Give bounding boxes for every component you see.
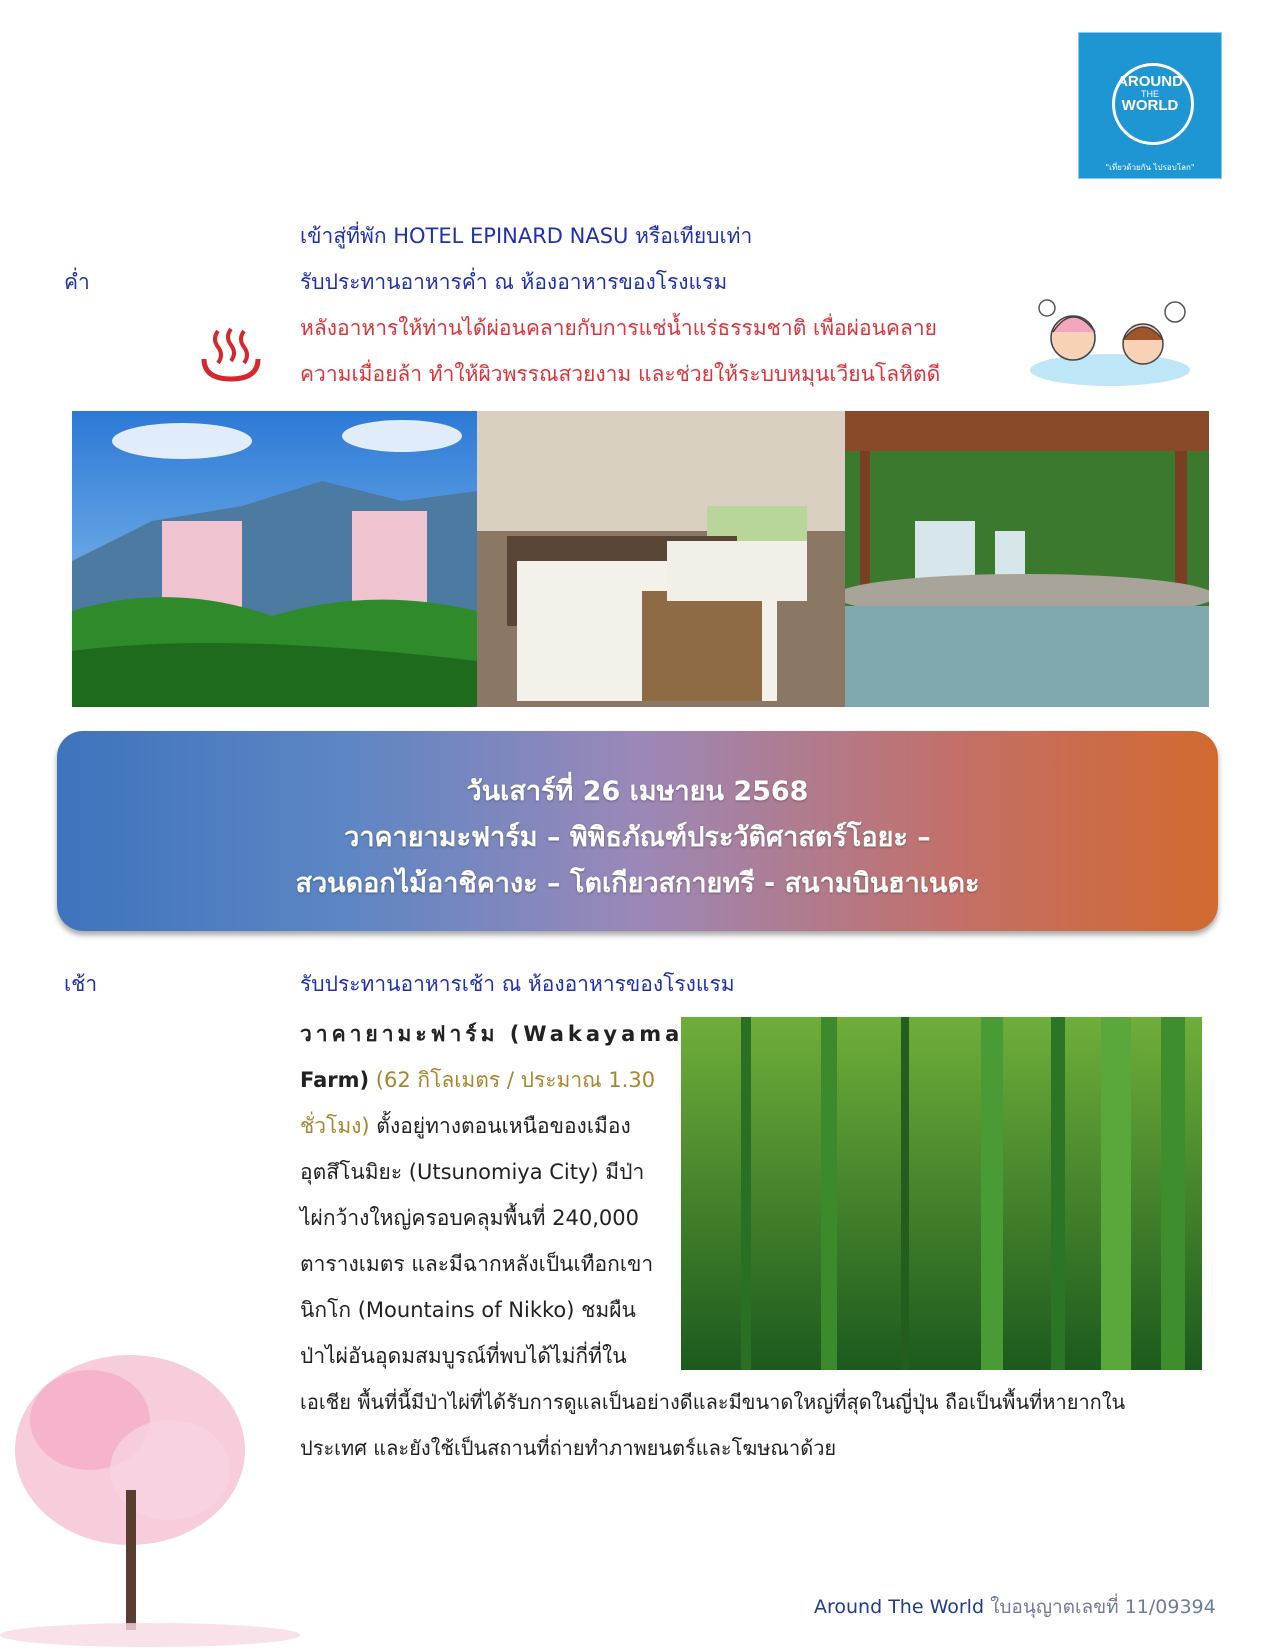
onsen-text-line1: หลังอาหารให้ท่านได้ผ่อนคลายกับการแช่น้ำแร่ธรรมชาติ เพื่อผ่อนคลาย <box>300 316 937 340</box>
wakayama-paragraph-cont <box>300 1379 1220 1471</box>
paragraph-line: เอเชีย พื้นที่นี้มีป่าไผ่ที่ได้รับการดูแลเป็นอย่างดีและมีขนาดใหญ่ที่สุดในญี่ปุ่น ถือเป็นพื้นที่หายากใน <box>300 1390 1126 1414</box>
paragraph-line: ประเทศ และยังใช้เป็นสถานที่ถ่ายทำภาพยนตร์และโฆษณาด้วย <box>300 1436 837 1460</box>
logo-text-world: WORLD <box>1121 97 1179 114</box>
footer-company: Around The World <box>814 1596 985 1618</box>
attraction-name: วาคายามะฟาร์ม (Wakayama <box>300 1022 684 1046</box>
day-banner <box>57 731 1218 931</box>
paragraph-line: ป่าไผ่อันอุดมสมบูรณ์ที่พบได้ไม่กี่ที่ใน <box>300 1344 627 1368</box>
cherry-blossom-tree-decoration <box>0 1340 300 1649</box>
duration-info: ชั่วโมง) <box>300 1114 370 1138</box>
logo-text-around: AROUND <box>1117 73 1183 90</box>
banner-route-line2: สวนดอกไม้อาชิคางะ – โตเกียวสกายทรี - สนามบินฮาเนดะ <box>295 868 980 899</box>
distance-info: (62 กิโลเมตร / ประมาณ 1.30 <box>369 1068 656 1092</box>
bamboo-forest-photo <box>681 1017 1202 1370</box>
attraction-name-cont: Farm) <box>300 1068 370 1092</box>
paragraph-line: นิกโก (Mountains of Nikko) ชมผืน <box>300 1298 636 1322</box>
hotel-exterior-photo <box>72 411 477 707</box>
dinner-text: รับประทานอาหารค่ำ ณ ห้องอาหารของโรงแรม <box>300 270 728 294</box>
dinner-meal-label: ค่ำ <box>64 270 90 294</box>
logo-text-the: THE <box>1141 89 1159 99</box>
onsen-text-line2: ความเมื่อยล้า ทำให้ผิวพรรณสวยงาม และช่วยให้ระบบหมุนเวียนโลหิตดี <box>300 362 941 386</box>
paragraph-line: ตั้งอยู่ทางตอนเหนือของเมือง <box>369 1114 631 1138</box>
company-logo <box>1078 32 1222 179</box>
wakayama-paragraph <box>300 1011 684 1379</box>
paragraph-line: อุตสึโนมิยะ (Utsunomiya City) มีป่า <box>300 1160 645 1184</box>
footer <box>814 1592 1216 1622</box>
onsen-bath-photo <box>845 411 1209 707</box>
breakfast-text: รับประทานอาหารเช้า ณ ห้องอาหารของโรงแรม <box>300 972 735 996</box>
hotel-room-photo <box>477 411 845 707</box>
hot-spring-icon <box>200 325 262 383</box>
breakfast-meal-label: เช้า <box>64 972 98 996</box>
hotel-checkin-text: เข้าสู่ที่พัก HOTEL EPINARD NASU หรือเทียบเท่า <box>300 224 753 248</box>
banner-date: วันเสาร์ที่ 26 เมษายน 2568 <box>466 776 809 807</box>
onsen-kids-illustration <box>1025 292 1195 392</box>
banner-route-line1: วาคายามะฟาร์ม – พิพิธภัณฑ์ประวัติศาสตร์โอยะ – <box>344 822 931 853</box>
footer-license: ใบอนุญาตเลขที่ 11/09394 <box>990 1596 1216 1618</box>
paragraph-line: ไผ่กว้างใหญ่ครอบคลุมพื้นที่ 240,000 <box>300 1206 639 1230</box>
paragraph-line: ตารางเมตร และมีฉากหลังเป็นเทือกเขา <box>300 1252 654 1276</box>
logo-tagline: "เที่ยวด้วยกัน ไปรอบโลก" <box>1105 163 1195 172</box>
